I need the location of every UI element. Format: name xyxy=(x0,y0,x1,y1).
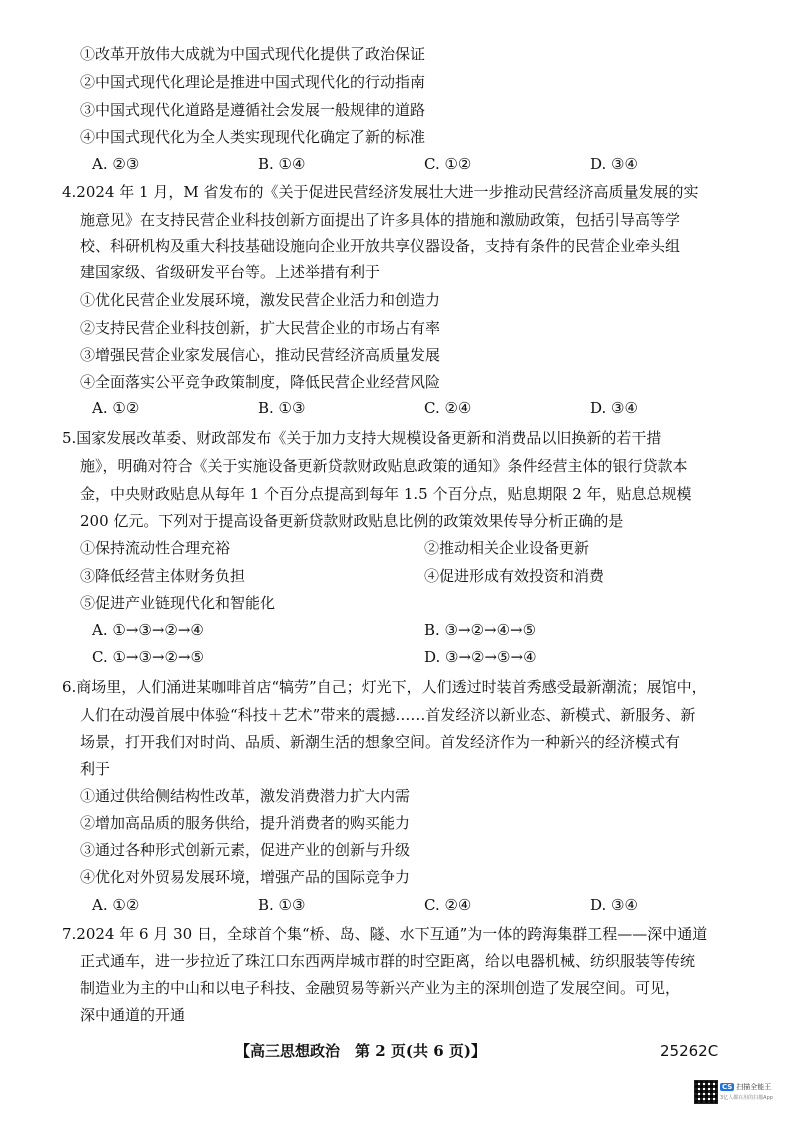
q4-item-1: ①优化民营企业发展环境，激发民营企业活力和创造力 xyxy=(80,291,441,309)
q3-option-a: A. ②③ xyxy=(92,155,140,173)
q3-item-2: ②中国式现代化理论是推进中国式现代化的行动指南 xyxy=(80,73,426,91)
q4-option-a: A. ①② xyxy=(92,399,140,417)
q6-item-1: ①通过供给侧结构性改革，激发消费潜力扩大内需 xyxy=(80,787,411,805)
q6-stem-1: 6.商场里，人们涌进某咖啡首店“犒劳”自己；灯光下，人们透过时装首秀感受最新潮流；展馆中， xyxy=(62,678,707,696)
q5-stem-4: 200 亿元。下列对于提高设备更新贷款财政贴息比例的政策效果传导分析正确的是 xyxy=(80,512,624,530)
q7-stem-1: 7.2024 年 6 月 30 日，全球首个集“桥、岛、隧、水下互通”为一体的跨海集群工程——深中通道 xyxy=(62,925,708,943)
q3-item-4: ④中国式现代化为全人类实现现代化确定了新的标准 xyxy=(80,128,426,146)
q6-stem-4: 利于 xyxy=(80,760,111,778)
q5-item-4: ④促进形成有效投资和消费 xyxy=(424,567,605,585)
page-footer-label: 【高三思想政治 第 2 页(共 6 页)】 xyxy=(235,1042,486,1060)
qr-code-icon xyxy=(694,1080,718,1104)
q3-item-3: ③中国式现代化道路是遵循社会发展一般规律的道路 xyxy=(80,101,426,119)
q6-item-4: ④优化对外贸易发展环境，增强产品的国际竞争力 xyxy=(80,868,411,886)
q5-option-d: D. ③→②→⑤→④ xyxy=(424,648,537,666)
q5-stem-3: 金，中央财政贴息从每年 1 个百分点提高到每年 1.5 个百分点，贴息期限 2 年，贴息总规模 xyxy=(80,485,692,503)
q5-item-5: ⑤促进产业链现代化和智能化 xyxy=(80,594,276,612)
q6-option-a: A. ①② xyxy=(92,896,140,914)
q6-option-d: D. ③④ xyxy=(590,896,638,914)
q4-stem-2: 施意见》在支持民营企业科技创新方面提出了许多具体的措施和激励政策，包括引导高等学 xyxy=(80,211,681,229)
q6-item-2: ②增加高品质的服务供给，提升消费者的购买能力 xyxy=(80,814,411,832)
q4-stem-3: 校、科研机构及重大科技基础设施向企业开放共享仪器设备，支持有条件的民营企业牵头组 xyxy=(80,237,681,255)
q5-item-3: ③降低经营主体财务负担 xyxy=(80,567,246,585)
q3-option-b: B. ①④ xyxy=(258,155,306,173)
scanner-watermark xyxy=(720,1082,773,1101)
q5-option-a: A. ①→③→②→④ xyxy=(92,621,204,639)
q3-option-c: C. ①② xyxy=(424,155,472,173)
q5-stem-2: 施》，明确对符合《关于实施设备更新贷款财政贴息政策的通知》条件经营主体的银行贷款本 xyxy=(80,457,688,475)
q6-item-3: ③通过各种形式创新元素，促进产业的创新与升级 xyxy=(80,841,411,859)
q3-option-d: D. ③④ xyxy=(590,155,638,173)
q4-stem-1: 4.2024 年 1 月，M 省发布的《关于促进民营经济发展壮大进一步推动民营经济高质量发展的实 xyxy=(62,183,699,201)
watermark-subtext: 3亿人都在用的扫描App xyxy=(720,1095,773,1101)
q4-option-d: D. ③④ xyxy=(590,399,638,417)
q4-option-c: C. ②④ xyxy=(424,399,472,417)
q5-item-1: ①保持流动性合理充裕 xyxy=(80,539,231,557)
q4-item-4: ④全面落实公平竞争政策制度，降低民营企业经营风险 xyxy=(80,373,441,391)
exam-code: 25262C xyxy=(660,1042,719,1060)
camscanner-logo-icon: CS xyxy=(722,1083,733,1091)
q4-stem-4: 建国家级、省级研发平台等。上述举措有利于 xyxy=(80,263,381,281)
q5-item-2: ②推动相关企业设备更新 xyxy=(424,539,590,557)
q7-stem-3: 制造业为主的中山和以电子科技、金融贸易等新兴产业为主的深圳创造了发展空间。可见， xyxy=(80,979,681,997)
q5-stem-1: 5.国家发展改革委、财政部发布《关于加力支持大规模设备更新和消费品以旧换新的若干措 xyxy=(62,429,662,447)
q5-option-c: C. ①→③→②→⑤ xyxy=(92,648,204,666)
q7-stem-4: 深中通道的开通 xyxy=(80,1006,186,1024)
q5-option-b: B. ③→②→④→⑤ xyxy=(424,621,537,639)
q4-item-2: ②支持民营企业科技创新，扩大民营企业的市场占有率 xyxy=(80,319,441,337)
q6-option-c: C. ②④ xyxy=(424,896,472,914)
q7-stem-2: 正式通车，进一步拉近了珠江口东西两岸城市群的时空距离，给以电器机械、纺织服装等传统 xyxy=(80,952,696,970)
q4-item-3: ③增强民营企业家发展信心，推动民营经济高质量发展 xyxy=(80,346,441,364)
q4-option-b: B. ①③ xyxy=(258,399,306,417)
q6-stem-3: 场景，打开我们对时尚、品质、新潮生活的想象空间。首发经济作为一种新兴的经济模式有 xyxy=(80,733,681,751)
q6-option-b: B. ①③ xyxy=(258,896,306,914)
watermark-text: 扫描全能王 xyxy=(736,1083,772,1091)
q6-stem-2: 人们在动漫首展中体验“科技＋艺术”带来的震撼……首发经济以新业态、新模式、新服务、新 xyxy=(80,706,696,724)
q3-item-1: ①改革开放伟大成就为中国式现代化提供了政治保证 xyxy=(80,45,426,63)
